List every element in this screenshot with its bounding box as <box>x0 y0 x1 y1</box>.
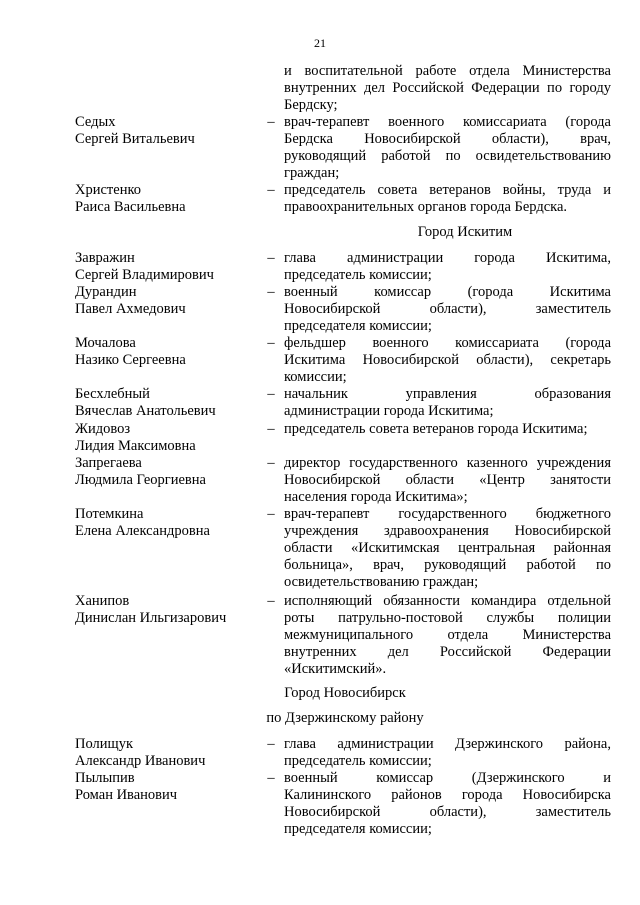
member-given-name: Людмила Георгиевна <box>75 472 206 488</box>
desc-line: комиссии; <box>284 369 347 385</box>
desc-line: учреждения здравоохранения Новосибирской <box>284 523 611 539</box>
desc-line: граждан; <box>284 165 340 181</box>
desc-line: Бердска Новосибирской области), врач, <box>284 131 611 147</box>
member-surname: Запрегаева <box>75 455 142 471</box>
desc-line: правоохранительных органов города Бердска. <box>284 199 568 215</box>
member-surname: Жидовоз <box>75 421 131 437</box>
member-given-name: Вячеслав Анатольевич <box>75 403 216 419</box>
desc-line: области «Искитимская центральная районная <box>284 540 611 556</box>
member-given-name: Раиса Васильевна <box>75 199 186 215</box>
member-surname: Седых <box>75 114 116 130</box>
desc-line: больница», врач, руководящий работой по <box>284 557 611 573</box>
dash: – <box>267 284 275 300</box>
member-given-name: Лидия Максимовна <box>75 438 196 454</box>
desc-line: председатель комиссии; <box>284 267 432 283</box>
desc-line: исполняющий обязанности командира отдельной <box>284 593 611 609</box>
desc-line: председатель совета ветеранов города Искитима; <box>284 421 588 437</box>
desc-line: врач-терапевт военного комиссариата (города <box>284 114 611 130</box>
dash: – <box>267 386 275 402</box>
desc-line: Новосибирской области), заместитель <box>284 301 611 317</box>
dash: – <box>267 455 275 471</box>
desc-line: военный комиссар (Дзержинского и <box>284 770 611 786</box>
member-given-name: Динислан Ильгизарович <box>75 610 227 626</box>
section-heading: Город Искитим <box>417 224 513 240</box>
dash: – <box>267 421 275 437</box>
desc-line: внутренних дел Российской Федерации <box>284 644 611 660</box>
member-given-name: Роман Иванович <box>75 787 178 803</box>
dash: – <box>267 335 275 351</box>
member-given-name: Александр Иванович <box>75 753 206 769</box>
desc-line: внутренних дел Российской Федерации по городу <box>284 80 611 96</box>
desc-line: директор государственного казенного учреждения <box>284 455 611 471</box>
dash: – <box>267 593 275 609</box>
desc-line: администрации города Искитима; <box>284 403 494 419</box>
desc-line: освидетельствованию граждан; <box>284 574 479 590</box>
page-number: 21 <box>314 36 326 50</box>
desc-line: глава администрации Дзержинского района, <box>284 736 611 752</box>
desc-line: Бердску; <box>284 97 338 113</box>
desc-line: начальник управления образования <box>284 386 611 402</box>
desc-line: военный комиссар (города Искитима <box>284 284 611 300</box>
member-surname: Завражин <box>75 250 135 266</box>
desc-line: глава администрации города Искитима, <box>284 250 611 266</box>
dash: – <box>267 770 275 786</box>
desc-line: Новосибирской области «Центр занятости <box>284 472 611 488</box>
section-subheading: по Дзержинскому району <box>266 710 424 726</box>
dash: – <box>267 506 275 522</box>
member-surname: Мочалова <box>75 335 136 351</box>
member-surname: Пылыпив <box>75 770 135 786</box>
dash: – <box>267 114 275 130</box>
member-given-name: Сергей Владимирович <box>75 267 214 283</box>
dash: – <box>267 250 275 266</box>
desc-line: председателя комиссии; <box>284 821 432 837</box>
section-heading: Город Новосибирск <box>284 685 406 701</box>
member-surname: Потемкина <box>75 506 144 522</box>
member-surname: Ханипов <box>75 593 130 609</box>
desc-line: роты патрульно-постовой службы полиции <box>284 610 611 626</box>
desc-line: межмуниципального отдела Министерства <box>284 627 611 643</box>
desc-line: населения города Искитима»; <box>284 489 468 505</box>
member-surname: Бесхлебный <box>75 386 150 402</box>
desc-line: и воспитательной работе отдела Министерства <box>284 63 611 79</box>
desc-line: Калининского районов города Новосибирска <box>284 787 611 803</box>
member-given-name: Назико Сергеевна <box>75 352 186 368</box>
desc-line: руководящий работой по освидетельствованию <box>284 148 611 164</box>
member-given-name: Елена Александровна <box>75 523 210 539</box>
dash: – <box>267 736 275 752</box>
dash: – <box>267 182 275 198</box>
desc-line: председатель комиссии; <box>284 753 432 769</box>
desc-line: председатель совета ветеранов войны, труда и <box>284 182 611 198</box>
member-surname: Дурандин <box>75 284 137 300</box>
desc-line: врач-терапевт государственного бюджетного <box>284 506 611 522</box>
member-given-name: Сергей Витальевич <box>75 131 195 147</box>
desc-line: Искитима Новосибирской области), секретарь <box>284 352 611 368</box>
member-given-name: Павел Ахмедович <box>75 301 186 317</box>
desc-line: «Искитимский». <box>284 661 387 677</box>
member-surname: Христенко <box>75 182 142 198</box>
desc-line: председателя комиссии; <box>284 318 432 334</box>
desc-line: Новосибирской области), заместитель <box>284 804 611 820</box>
member-surname: Полищук <box>75 736 133 752</box>
desc-line: фельдшер военного комиссариата (города <box>284 335 611 351</box>
